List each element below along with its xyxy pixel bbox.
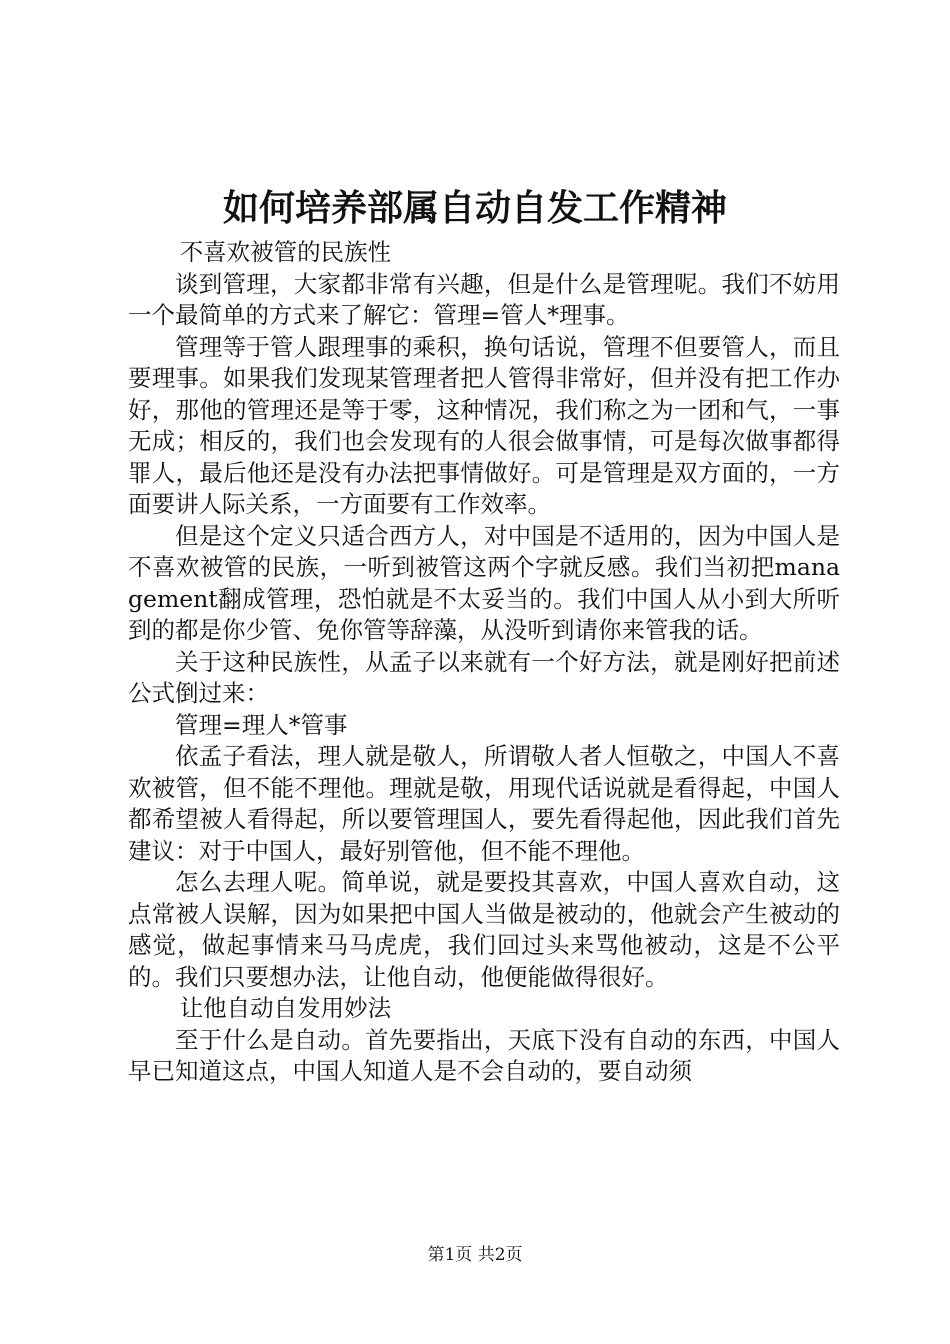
paragraph: 管理等于管人跟理事的乘积，换句话说，管理不但要管人，而且要理事。如果我们发现某管理者把人管得非常好，但并没有把工作办好，那他的管理还是等于零，这种情况，我们称之为一团和气，一事无成；相反的，我们也会发现有的人很会做事情，可是每次做事都得罪人，最后他还是没有办法把事情做好。可是管理是双方面的，一方面要讲人际关系，一方面要有工作效率。	[128, 332, 840, 518]
page-footer: 第1页 共2页	[427, 1245, 523, 1265]
paragraph: 怎么去理人呢。简单说，就是要投其喜欢，中国人喜欢自动，这点常被人误解，因为如果把中国人当做是被动的，他就会产生被动的感觉，做起事情来马马虎虎，我们回过头来骂他被动，这是不公平的。我们只要想办法，让他自动，他便能做得很好。	[128, 868, 840, 991]
document-body	[128, 237, 840, 1088]
section-heading: 让他自动自发用妙法	[179, 994, 392, 1022]
paragraph: 谈到管理，大家都非常有兴趣，但是什么是管理呢。我们不妨用一个最简单的方式来了解它：管理=管人*理事。	[128, 269, 840, 329]
paragraph: 但是这个定义只适合西方人，对中国是不适用的，因为中国人是不喜欢被管的民族，一听到被管这两个字就反感。我们当初把management翻成管理，恐怕就是不太妥当的。我们中国人从小到大所听到的都是你少管、免你管等辞藻，从没听到请你来管我的话。	[128, 521, 840, 644]
formula-line: 管理=理人*管事	[175, 710, 348, 739]
paragraph: 至于什么是自动。首先要指出，天底下没有自动的东西，中国人早已知道这点，中国人知道人是不会自动的，要自动须	[128, 1025, 840, 1085]
paragraph: 关于这种民族性，从孟子以来就有一个好方法，就是刚好把前述公式倒过来：	[128, 647, 840, 707]
section-heading: 不喜欢被管的民族性	[179, 238, 392, 266]
paragraph: 依孟子看法，理人就是敬人，所谓敬人者人恒敬之，中国人不喜欢被管，但不能不理他。理就是敬，用现代话说就是看得起，中国人都希望被人看得起，所以要管理国人，要先看得起他，因此我们首先建议：对于中国人，最好别管他，但不能不理他。	[128, 742, 840, 865]
page-title: 如何培养部属自动自发工作精神	[222, 187, 727, 229]
